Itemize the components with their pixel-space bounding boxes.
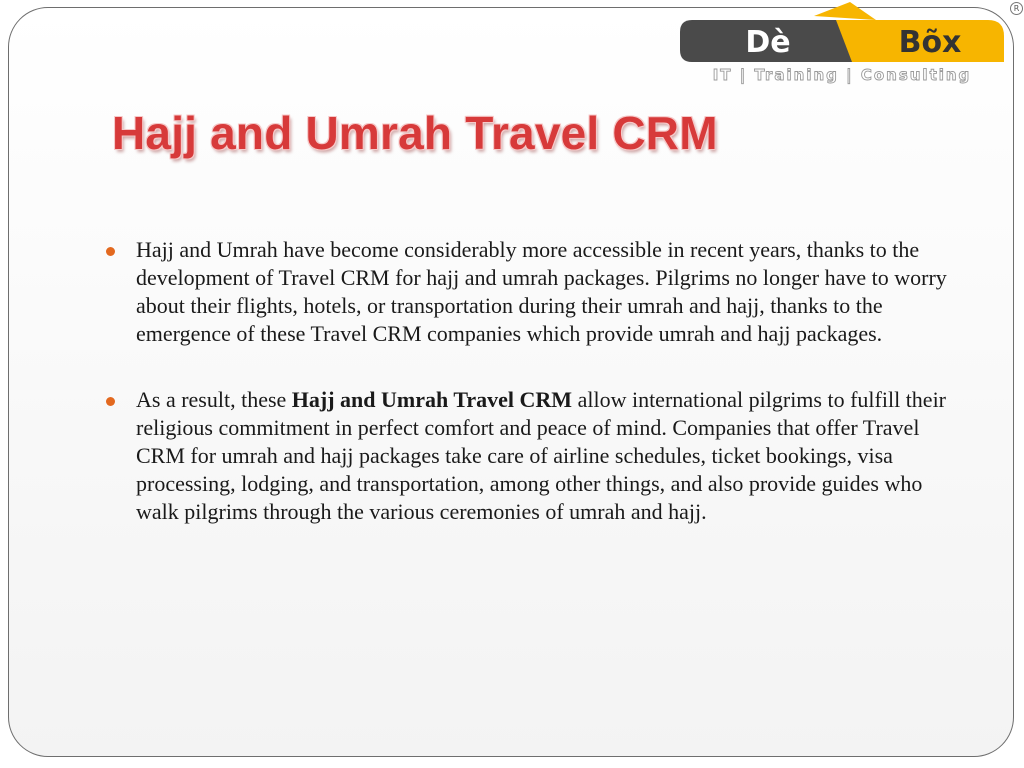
bullet-text-bold: Hajj and Umrah Travel CRM (291, 387, 573, 412)
logo-tagline: IT | Training | Consulting (712, 66, 972, 84)
bullet-text-after: allow international pilgrims to fulfill their religious commitment in perfect comfort and peace of mind. Companies that offer Travel CRM for umrah and hajj packages take care of airline schedules, ticket bookings, visa processing, lodging, and transportation, among other things, and also provide guides who walk pilgrims through the various ceremonies of umrah and hajj. (136, 387, 947, 524)
bullet-text: Hajj and Umrah have become considerably more accessible in recent years, thanks to the development of Travel CRM for hajj and umrah packages. Pilgrims no longer have to worry about their flights, hotels, or transportation during their umrah and hajj, thanks to the emergence of these Travel CRM companies which provide umrah and hajj packages. (136, 237, 947, 346)
bullet-dot-icon (106, 397, 115, 406)
bullet-dot-icon (106, 247, 115, 256)
debox-logo (676, 0, 1024, 90)
bullet-item-2 (106, 386, 966, 526)
bullet-text-before: As a result, these (136, 387, 292, 412)
logo-graphic (676, 0, 1024, 70)
bullet-item-1 (106, 236, 966, 348)
logo-yellow-flap (814, 2, 876, 20)
slide-title: Hajj and Umrah Travel CRM (112, 107, 718, 159)
registered-mark-icon: R (1010, 2, 1023, 15)
logo-right-text: Bõx (898, 25, 962, 60)
logo-left-text: Dè (745, 25, 791, 60)
bullet-list (106, 236, 966, 526)
